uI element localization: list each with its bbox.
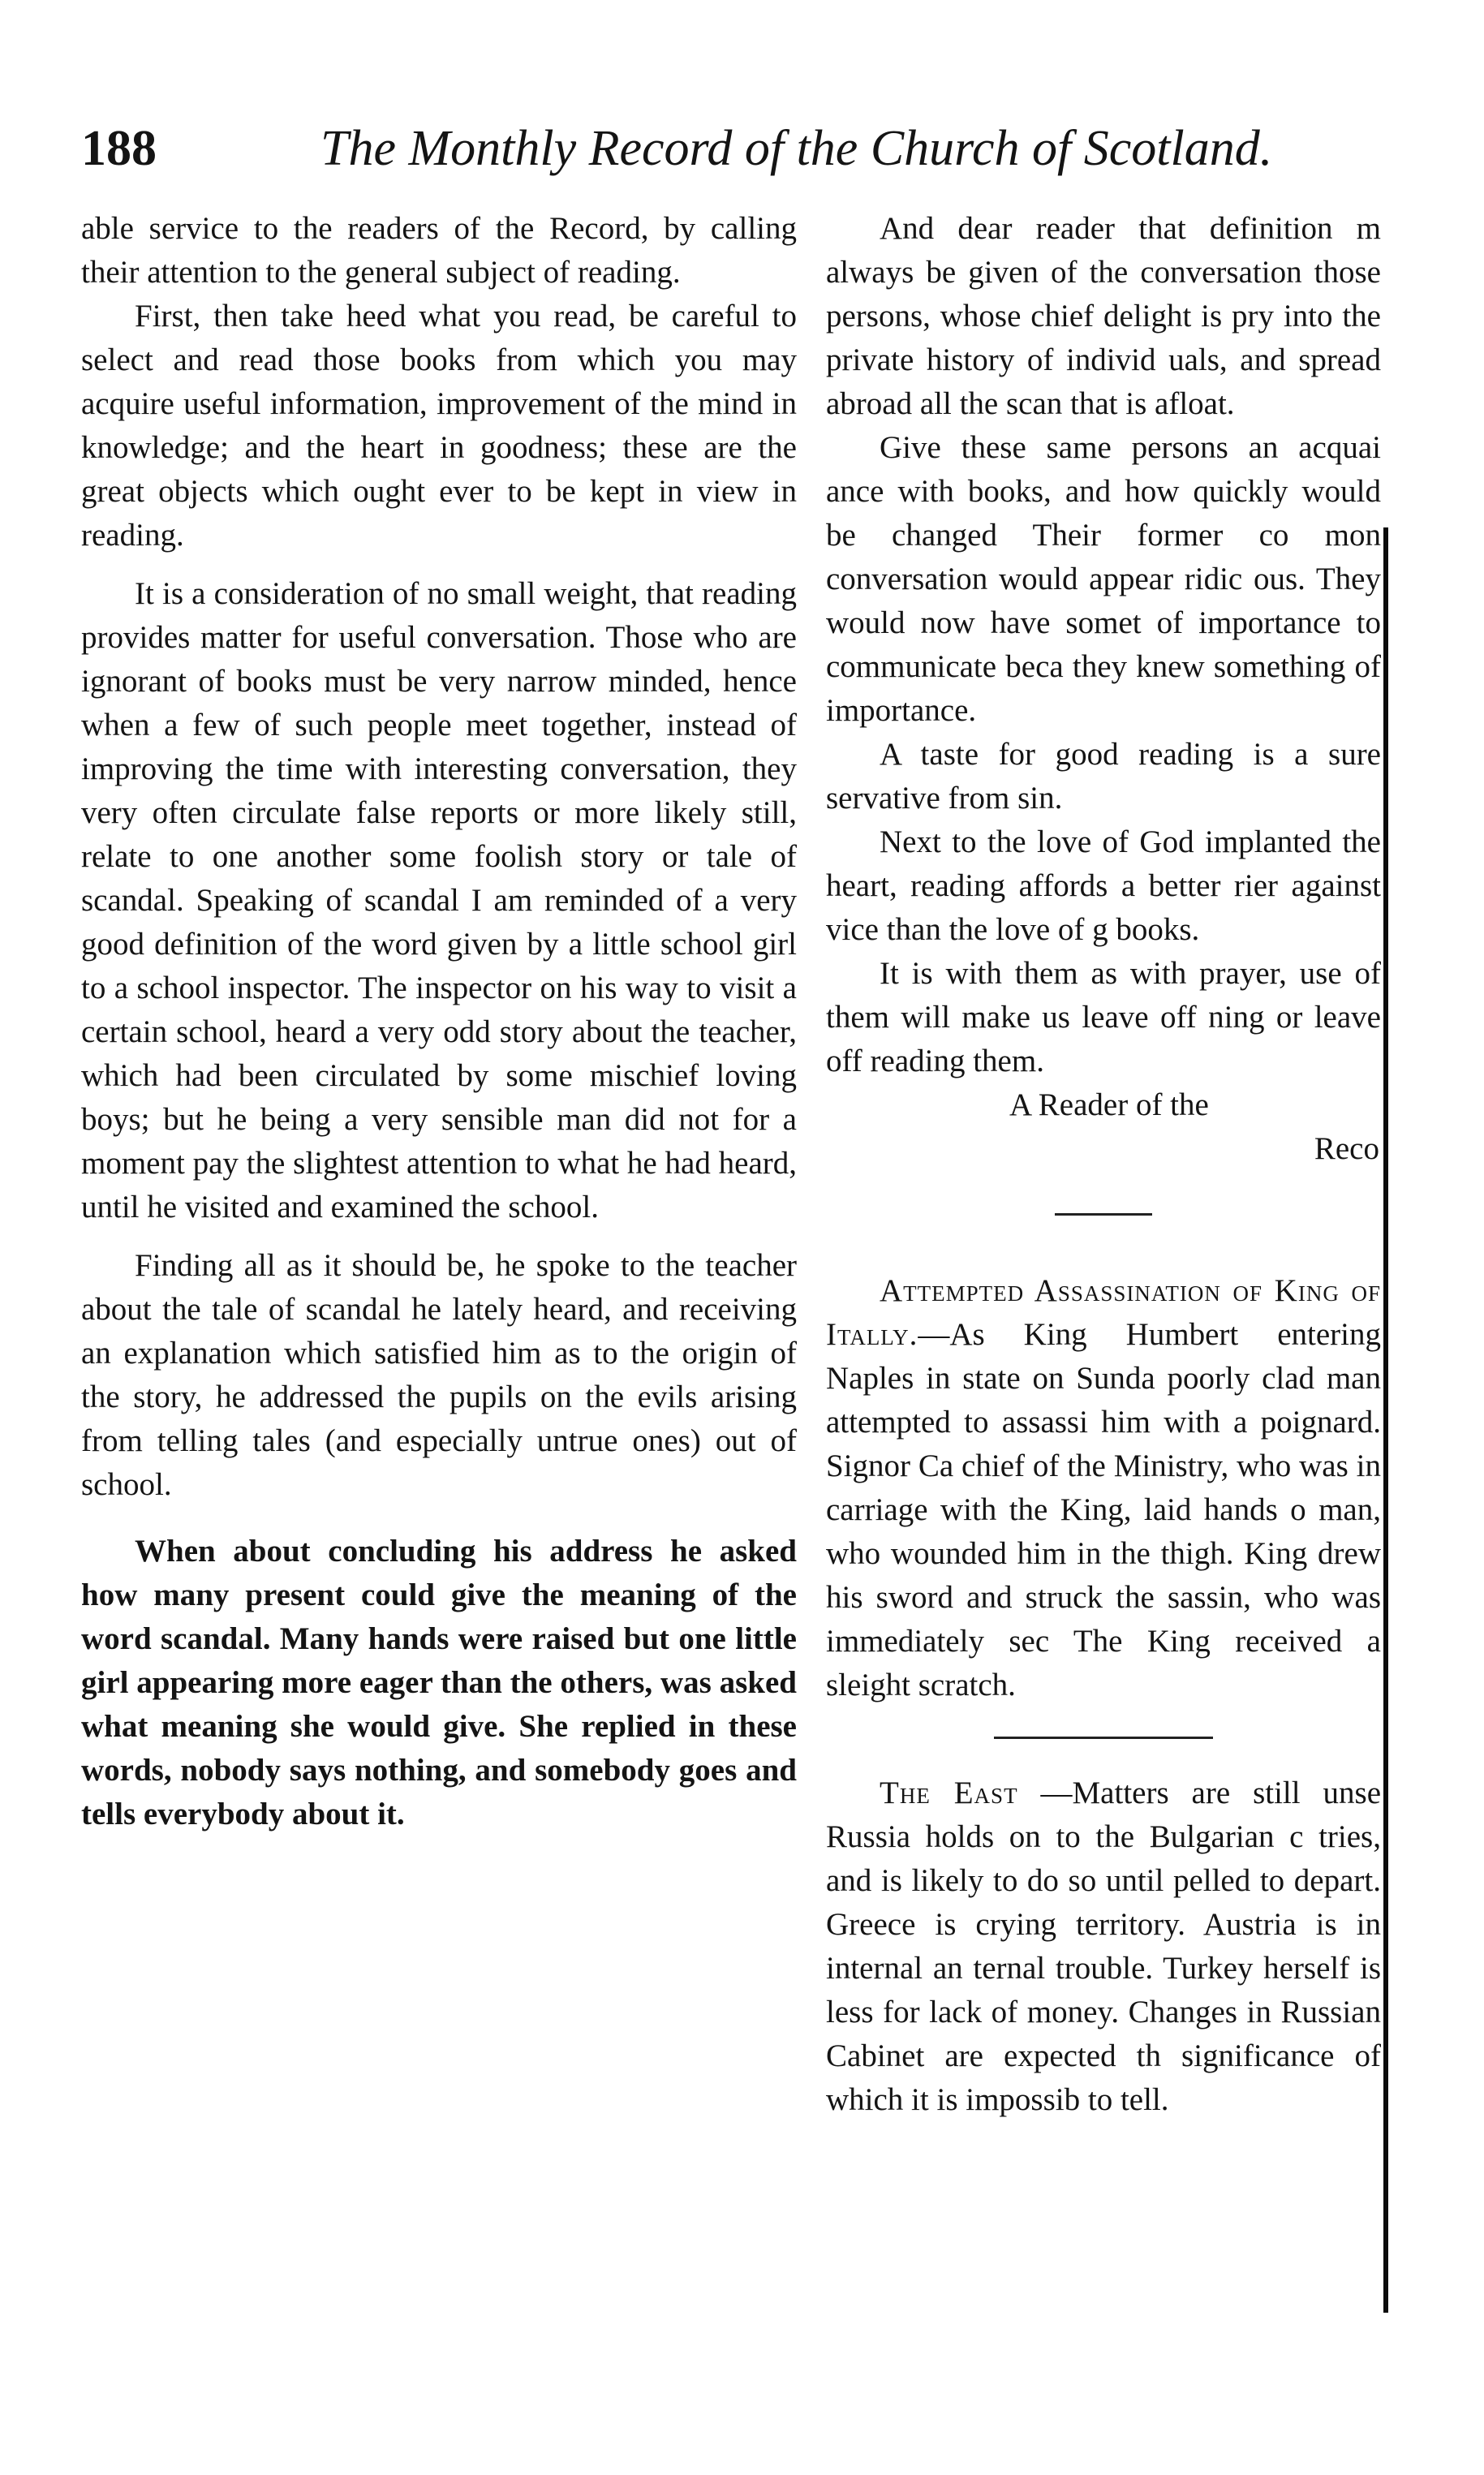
news-text: —As King Humbert entering Naples in state on Sunda poorly clad man attempted to assassi him with a poignard. Signor Ca chief of the Ministry, who was in carriage with the King, laid hands o man, who wounded him in the thigh. King drew his sword and struck the sassin, who was immediately sec The King received a sleight scratch. [826,1317,1381,1702]
running-title: The Monthly Record of the Church of Scotland. [320,121,1273,176]
article-paragraph: A taste for good reading is a sure servative from sin. [826,737,1381,816]
right-column [826,207,1381,2122]
section-divider [1055,1213,1152,1216]
article-paragraph: When about concluding his address he asked how many present could give the meaning of the word scandal. Many hands were raised but one little girl appearing more eager than the others, was asked what meaning she would give. She replied in these words, nobody says nothing, and somebody goes and tells everybody about it. [81,1534,797,1832]
article-paragraph: It is a consideration of no small weight, that reading provides matter for useful conversation. Those who are ignorant of books must be very narrow minded, hence when a few of such people meet together, instead of improving the time with interesting conversation, they very often circulate false reports or more likely still, relate to one another some foolish story or tale of scandal. Speaking of scandal I am reminded of a very good definition of the word given by a little school girl to a school inspector. The inspector on his way to visit a certain school, heard a very odd story about the teacher, which had been circulated by some mischief loving boys; but he being a very sensible man did not for a moment pay the slightest attention to what he had heard, until he visited and examined the school. [81,576,797,1225]
article-paragraph: Finding all as it should be, he spoke to the teacher about the tale of scandal he lately heard, and receiving an explanation which satisfied him as to the origin of the story, he addressed the pupils on the evils arising from telling tales (and especially untrue ones) out of school. [81,1248,797,1502]
article-paragraph: And dear reader that definition m always be given of the conversation those persons, whose chief delight is pry into the private history of individ uals, and spread abroad all the scan that is afloat. [826,211,1381,421]
article-paragraph: able service to the readers of the Record, by calling their attention to the general subject of reading. [81,211,797,290]
page-header [81,120,1331,185]
article-paragraph: Give these same persons an acquai ance with books, and how quickly would be changed Their former co mon conversation would appear ridic ous. They would now have somet of importance to communicate beca they knew something of importance. [826,430,1381,728]
article-paragraph: First, then take heed what you read, be careful to select and read those books from which you may acquire useful information, improvement of the mind in knowledge; and the heart in goodness; these are the great objects which ought ever to be kept in view in reading. [81,299,797,553]
section-divider [994,1737,1213,1739]
news-text: —Matters are still unse Russia holds on to the Bulgarian c tries, and is likely to do so until pelled to depart. Greece is crying territory. Austria is in internal an ternal trouble. Turkey herself is less for lack of money. Changes in Russian Cabinet are expected th significance of which it is impossib to tell. [826,1776,1381,2117]
page-edge-shadow [1383,527,1388,2313]
news-item [826,1771,1381,2122]
left-column [81,207,797,1836]
article-signature-continued: Reco [1314,1131,1379,1166]
article-signature: A Reader of the [1009,1087,1209,1122]
news-headline: The East [880,1776,1018,1810]
news-headline: Attempted Assassination of King of Itally. [826,1273,1381,1352]
news-item [826,1269,1381,1707]
page-number: 188 [81,121,157,176]
article-paragraph: It is with them as with prayer, use of them will make us leave off ning or leave off reading them. [826,956,1381,1078]
article-paragraph: Next to the love of God implanted the heart, reading affords a better rier against vice than the love of g books. [826,824,1381,947]
